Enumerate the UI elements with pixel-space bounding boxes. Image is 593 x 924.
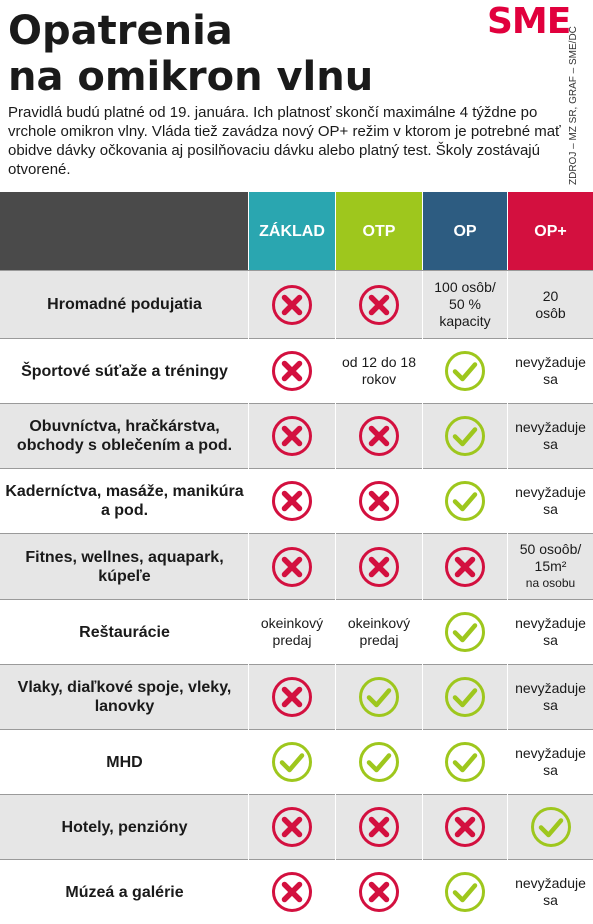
column-header-základ: ZÁKLAD	[249, 192, 335, 271]
cell-text	[434, 279, 496, 330]
cell-text-line: 50 %	[449, 296, 481, 312]
row-divider	[0, 403, 593, 404]
check-icon	[444, 676, 486, 718]
cell-text-line: nevyžaduje	[515, 680, 586, 696]
check-icon	[444, 741, 486, 783]
check-icon	[444, 350, 486, 392]
cell-otp	[336, 534, 422, 599]
cell-op	[423, 795, 507, 859]
cross-icon	[271, 676, 313, 718]
cell-text-line: sa	[543, 762, 558, 778]
cross-icon	[271, 284, 313, 326]
check-icon	[271, 741, 313, 783]
cross-icon	[271, 806, 313, 848]
cell-text-line: nevyžaduje	[515, 419, 586, 435]
cell-text-line: 50 osoôb/	[519, 541, 582, 557]
cell-op-plus	[508, 339, 593, 403]
cell-text-line: sa	[543, 697, 558, 713]
check-icon	[358, 676, 400, 718]
title-line-1: Opatrenia	[8, 8, 233, 54]
cell-otp	[336, 795, 422, 859]
page-title	[8, 8, 373, 100]
cell-text	[515, 745, 586, 779]
cell-základ	[249, 665, 335, 729]
cell-text	[515, 875, 586, 909]
cell-text-line: sa	[543, 892, 558, 908]
table-row	[0, 600, 593, 664]
cell-text	[261, 615, 323, 649]
cell-text-line: rokov	[361, 371, 397, 387]
cell-text-line: nevyžaduje	[515, 484, 586, 500]
cell-otp	[336, 469, 422, 533]
table-row	[0, 665, 593, 729]
cell-základ	[249, 860, 335, 924]
cell-op-plus	[508, 795, 593, 859]
cell-otp	[336, 339, 422, 403]
cell-text	[348, 615, 410, 649]
cell-text-line: 20	[542, 287, 559, 304]
row-divider	[0, 533, 593, 534]
cell-text-line: nevyžaduje	[515, 875, 586, 891]
cell-základ	[249, 534, 335, 599]
row-divider	[0, 729, 593, 730]
row-label: MHD	[106, 753, 143, 771]
cell-op	[423, 730, 507, 794]
cell-op-plus	[508, 534, 593, 599]
cross-icon	[358, 480, 400, 522]
cell-otp	[336, 860, 422, 924]
row-divider	[0, 859, 593, 860]
title-line-2: na omikron vlnu	[8, 54, 374, 100]
cell-op	[423, 339, 507, 403]
cell-otp	[336, 271, 422, 338]
cell-text	[515, 680, 586, 714]
cell-text-line: okeinkový	[347, 615, 411, 631]
cell-op-plus	[508, 600, 593, 664]
cross-icon	[358, 546, 400, 588]
cell-text-line: sa	[543, 501, 558, 517]
cell-text-line: sa	[543, 632, 558, 648]
check-icon	[444, 480, 486, 522]
check-icon	[444, 415, 486, 457]
cell-text-line: nevyžaduje	[515, 354, 586, 370]
cell-text-line: predaj	[359, 632, 399, 648]
row-label: Obuvníctva, hračkárstva, obchody s oblečením a pod.	[16, 418, 233, 454]
row-label: Kaderníctva, masáže, manikúra a pod.	[5, 483, 244, 519]
row-label: Športové súťaže a tréningy	[21, 362, 228, 380]
cell-základ	[249, 730, 335, 794]
row-divider	[0, 338, 593, 339]
cell-text-line: okeinkový	[260, 615, 324, 631]
cell-op-plus	[508, 469, 593, 533]
cell-op-plus	[508, 860, 593, 924]
cell-op-plus	[508, 730, 593, 794]
row-divider	[0, 599, 593, 600]
brand-logo: SME	[487, 1, 571, 42]
cell-text-line: od 12 do 18	[342, 354, 416, 370]
cell-otp	[336, 600, 422, 664]
cross-icon	[358, 415, 400, 457]
cell-text	[342, 354, 416, 388]
cell-op-plus	[508, 404, 593, 468]
cell-text-line: sa	[543, 436, 558, 452]
row-label: Fitnes, wellnes, aquapark, kúpeľe	[25, 548, 224, 585]
intro-text: Pravidlá budú platné od 19. januára. Ich platnosť skončí maximálne 4 týždne po vrchole omikron vlny. Vláda tiež zavádza nový OP+ režim v ktorom je potrebné mať obidve dávky očkovania aj posilňovaciu dávku alebo platný test. Školy zostávajú otvorené.	[8, 104, 561, 178]
column-header-op: OP	[423, 192, 507, 271]
table-row	[0, 860, 593, 924]
table-row	[0, 534, 593, 599]
cell-text-line: sa	[543, 371, 558, 387]
cell-základ	[249, 600, 335, 664]
cross-icon	[271, 871, 313, 913]
cross-icon	[358, 284, 400, 326]
cell-otp	[336, 404, 422, 468]
cell-op	[423, 534, 507, 599]
check-icon	[358, 741, 400, 783]
cross-icon	[358, 871, 400, 913]
cell-op	[423, 860, 507, 924]
check-icon	[444, 871, 486, 913]
table-row	[0, 339, 593, 403]
row-label: Hotely, penzióny	[61, 818, 188, 836]
cell-otp	[336, 665, 422, 729]
check-icon	[530, 806, 572, 848]
column-header-otp: OTP	[336, 192, 422, 271]
row-label: Múzeá a galérie	[65, 883, 184, 901]
cell-text	[515, 484, 586, 518]
cross-icon	[444, 546, 486, 588]
column-divider	[422, 271, 423, 924]
source-credit: ZDROJ – MZ SR, GRAF – SME/DC	[568, 26, 579, 185]
cell-text-line: predaj	[272, 632, 312, 648]
cell-op	[423, 404, 507, 468]
cell-text	[520, 541, 582, 592]
cell-text-line: nevyžaduje	[515, 745, 586, 761]
cell-text-line: osôb	[535, 304, 566, 321]
cell-text-line: na osobu	[525, 576, 576, 590]
row-divider	[0, 664, 593, 665]
cell-op	[423, 271, 507, 338]
column-divider	[507, 271, 508, 924]
row-label: Reštaurácie	[79, 623, 170, 641]
cross-icon	[271, 350, 313, 392]
cell-základ	[249, 339, 335, 403]
check-icon	[444, 611, 486, 653]
cell-op	[423, 600, 507, 664]
cross-icon	[271, 546, 313, 588]
cell-otp	[336, 730, 422, 794]
table-header-blank	[0, 192, 248, 271]
cell-text-line: kapacity	[439, 313, 491, 329]
cell-základ	[249, 404, 335, 468]
column-divider	[248, 271, 249, 924]
row-divider	[0, 794, 593, 795]
cross-icon	[271, 480, 313, 522]
cell-op-plus	[508, 271, 593, 338]
cross-icon	[444, 806, 486, 848]
cell-text	[515, 419, 586, 453]
cell-text-line: nevyžaduje	[515, 615, 586, 631]
cell-text-line: 15m²	[534, 558, 567, 574]
row-label: Vlaky, diaľkové spoje, vleky, lanovky	[17, 679, 232, 715]
cross-icon	[271, 415, 313, 457]
row-label: Hromadné podujatia	[47, 296, 202, 313]
table-row	[0, 795, 593, 859]
cell-text-line: 100 osôb/	[434, 279, 496, 295]
cell-op	[423, 665, 507, 729]
cell-základ	[249, 469, 335, 533]
cell-základ	[249, 271, 335, 338]
column-divider	[335, 271, 336, 924]
row-divider	[0, 468, 593, 469]
cell-text	[515, 354, 586, 388]
cross-icon	[358, 806, 400, 848]
column-header-op-plus: OP+	[508, 192, 593, 271]
cell-op-plus	[508, 665, 593, 729]
table-row	[0, 271, 593, 338]
cell-základ	[249, 795, 335, 859]
cell-op	[423, 469, 507, 533]
cell-text	[515, 615, 586, 649]
cell-text	[535, 288, 565, 322]
table-row	[0, 469, 593, 533]
row-divider	[0, 270, 593, 271]
table-row	[0, 404, 593, 468]
table-row	[0, 730, 593, 794]
